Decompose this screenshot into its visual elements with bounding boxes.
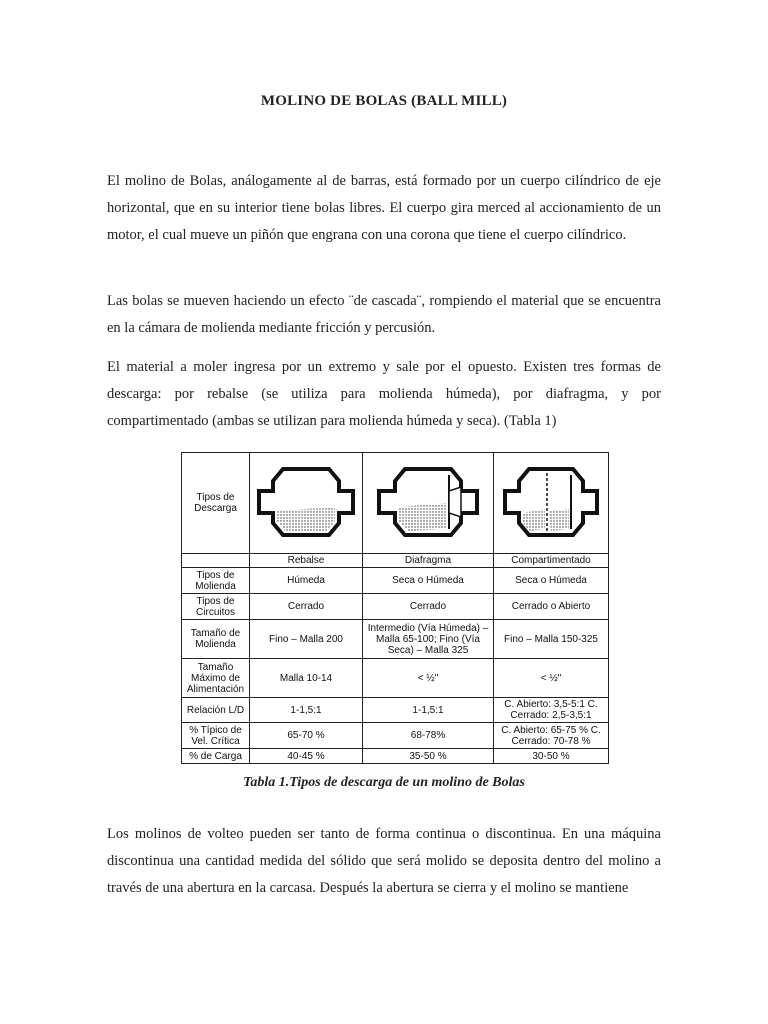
column-header-compartimentado: Compartimentado: [494, 554, 609, 568]
row-label: Tamaño Máximo de Alimentación: [182, 659, 250, 698]
table-cell: C. Abierto: 65-75 % C. Cerrado: 70-78 %: [494, 723, 609, 749]
table-cell: 1-1,5:1: [363, 698, 494, 723]
column-header-diafragma: Diafragma: [363, 554, 494, 568]
mill-diaphragm-diagram: [369, 463, 487, 543]
row-label: Relación L/D: [182, 698, 250, 723]
table-cell: Cerrado: [250, 594, 363, 620]
table-cell: Fino – Malla 200: [250, 620, 363, 659]
column-header-rebalse: Rebalse: [250, 554, 363, 568]
table-cell: Seca o Húmeda: [494, 568, 609, 594]
table-cell: 35-50 %: [363, 749, 494, 764]
discharge-types-table: [181, 452, 608, 764]
diagram-rebalse-cell: [250, 453, 363, 554]
table-cell: Húmeda: [250, 568, 363, 594]
row-label: Tipos de Circuitos: [182, 594, 250, 620]
table-cell: Cerrado: [363, 594, 494, 620]
paragraph-discharge: El material a moler ingresa por un extremo y sale por el opuesto. Existen tres formas de descarga: por rebalse (se utiliza para molienda húmeda), por diafragma, y por compartimentado (ambas se utilizan para molienda húmeda y seca). (Tabla 1): [107, 359, 661, 429]
table-cell: Seca o Húmeda: [363, 568, 494, 594]
diagram-compartimentado-cell: [494, 453, 609, 554]
mill-compartment-diagram: [499, 463, 603, 543]
table-cell: < ½": [363, 659, 494, 698]
table-cell: 1-1,5:1: [250, 698, 363, 723]
table-cell: 68-78%: [363, 723, 494, 749]
diagram-diafragma-cell: [363, 453, 494, 554]
table-cell: Malla 10-14: [250, 659, 363, 698]
table-caption: Tabla 1.Tipos de descarga de un molino de Bolas: [243, 775, 525, 790]
header-label-cell: Tipos de Descarga: [182, 453, 250, 554]
table-cell: Intermedio (Vía Húmeda) – Malla 65-100; Fino (Vía Seca) – Malla 325: [363, 620, 494, 659]
table-cell: 30-50 %: [494, 749, 609, 764]
paragraph-tumbling-mills: Los molinos de volteo pueden ser tanto de forma continua o discontinua. En una máquina discontinua una cantidad medida del sólido que será molido se deposita dentro del molino a través de una abertura en la carcasa. Después la abertura se cierra y el molino se mantiene: [107, 826, 661, 896]
table-cell: 40-45 %: [250, 749, 363, 764]
table-cell: Cerrado o Abierto: [494, 594, 609, 620]
paragraph-intro: El molino de Bolas, análogamente al de barras, está formado por un cuerpo cilíndrico de eje horizontal, que en su interior tiene bolas libres. El cuerpo gira merced al accionamiento de un motor, el cual mueve un piñón que engrana con una corona que tiene el cuerpo cilíndrico.: [107, 173, 661, 243]
mill-overflow-diagram: [253, 463, 359, 543]
table-cell: 65-70 %: [250, 723, 363, 749]
row-label: % Típico de Vel. Crítica: [182, 723, 250, 749]
row-label: Tamaño de Molienda: [182, 620, 250, 659]
table-cell: Fino – Malla 150-325: [494, 620, 609, 659]
table-cell: C. Abierto: 3,5-5:1 C. Cerrado: 2,5-3,5:1: [494, 698, 609, 723]
row-label: % de Carga: [182, 749, 250, 764]
paragraph-cascade: Las bolas se mueven haciendo un efecto ¨de cascada¨, rompiendo el material que se encuentra en la cámara de molienda mediante fricción y percusión.: [107, 293, 661, 336]
empty-cell: [182, 554, 250, 568]
row-label: Tipos de Molienda: [182, 568, 250, 594]
table-cell: < ½": [494, 659, 609, 698]
page-title: MOLINO DE BOLAS (BALL MILL): [260, 93, 508, 109]
